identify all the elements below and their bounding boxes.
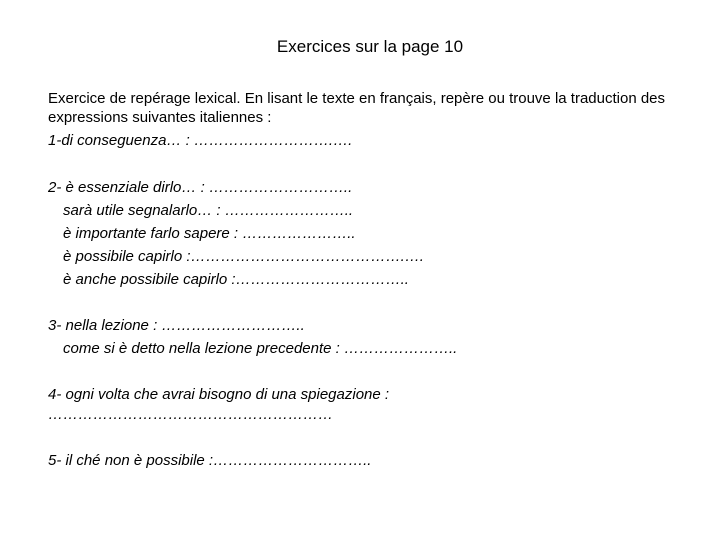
exercise-item-5: 5- il ché non è possibile :…………………………..	[48, 452, 372, 469]
exercise-item-3b: come si è detto nella lezione precedente : …………………..	[63, 340, 458, 357]
exercise-item-4-answer-line: …………………………………………………	[48, 406, 333, 423]
exercise-instructions: Exercice de repérage lexical. En lisant le texte en français, repère ou trouve la traduction des expressions suivantes italiennes :	[48, 90, 666, 126]
exercise-item-2e: è anche possibile capirlo :……………………………..	[63, 271, 409, 288]
exercise-item-2: 2- è essenziale dirlo… : ………………………..	[48, 179, 353, 196]
exercise-item-2b: sarà utile segnalarlo… : ……………………..	[63, 202, 354, 219]
exercise-item-2d: è possibile capirlo :…………………………………….….	[63, 248, 424, 265]
exercise-item-3: 3- nella lezione : ………………………..	[48, 317, 305, 334]
exercise-item-1: 1-di conseguenza… : ……………………….….	[48, 132, 353, 149]
exercise-item-2c: è importante farlo sapere : …………………..	[63, 225, 356, 242]
page-title: Exercices sur la page 10	[276, 37, 464, 56]
exercise-item-4: 4- ogni volta che avrai bisogno di una spiegazione :	[48, 386, 390, 403]
